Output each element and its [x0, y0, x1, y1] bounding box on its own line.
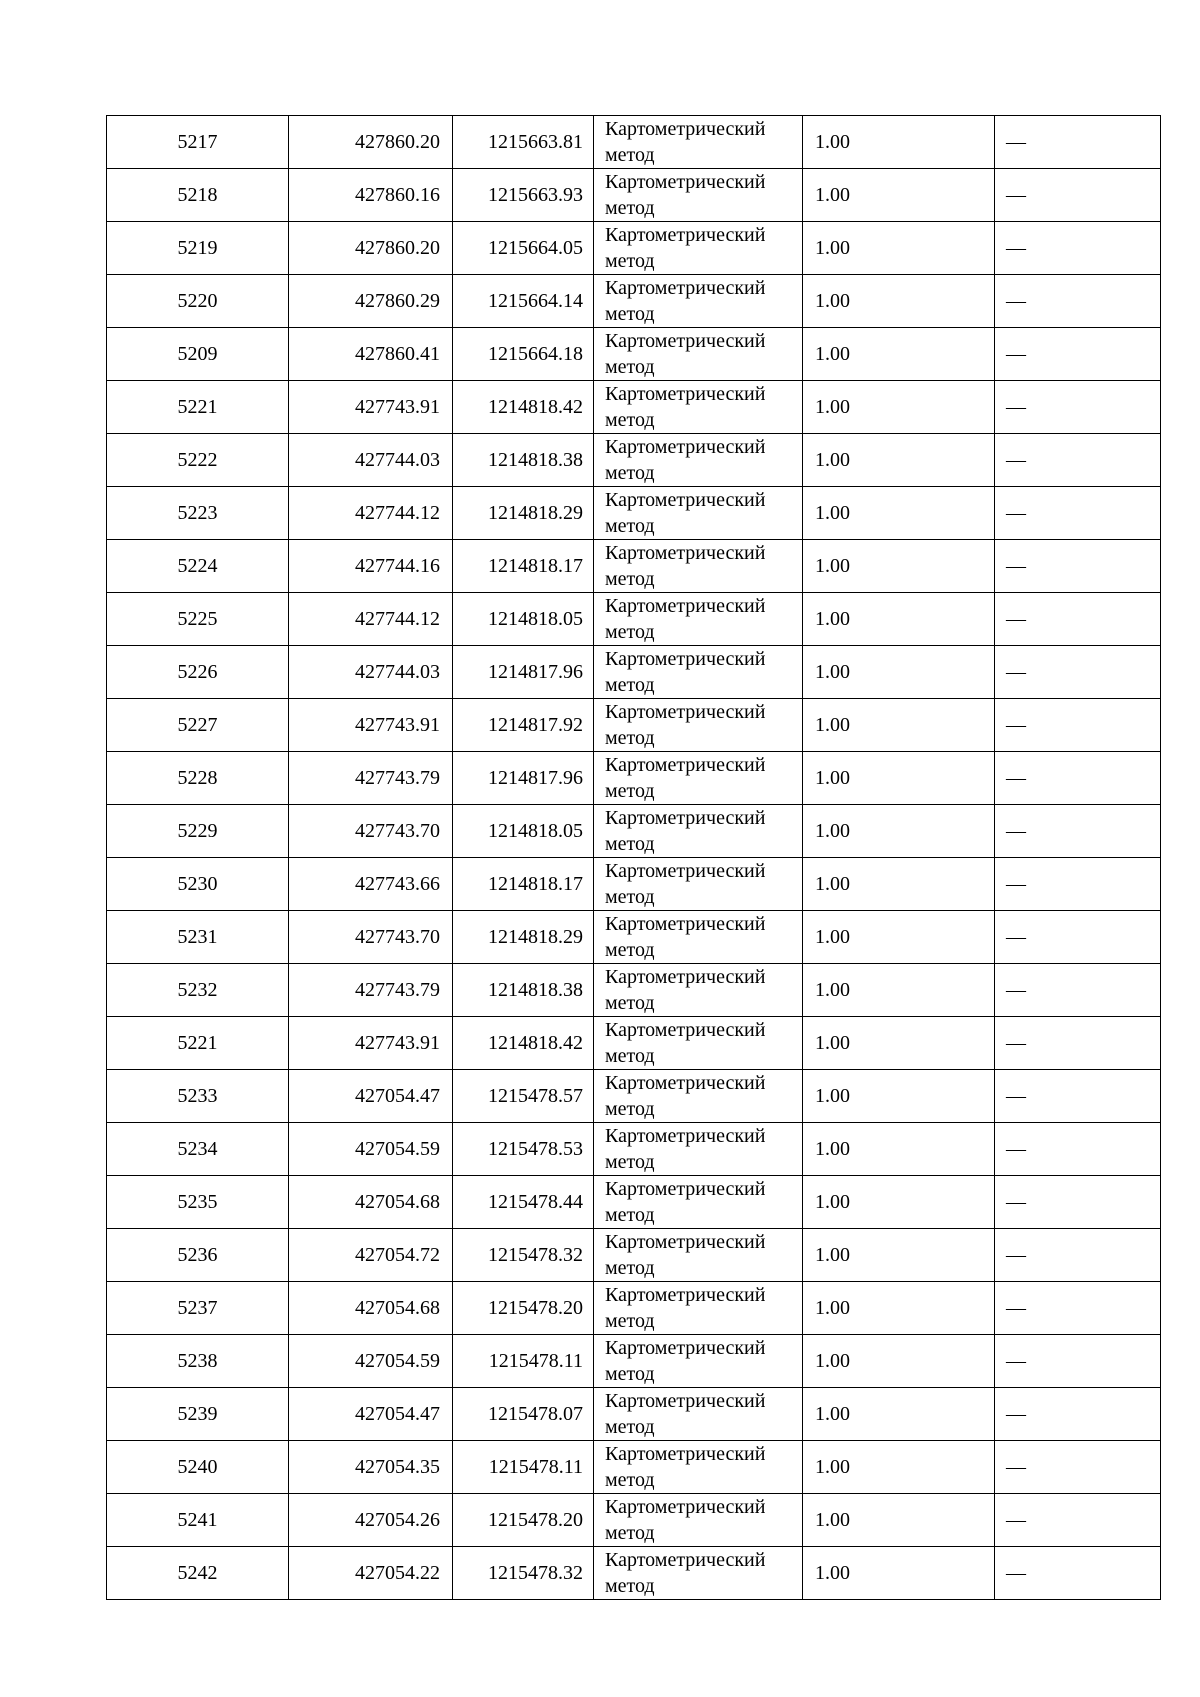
y-coordinate-cell: 1215664.05 [453, 222, 594, 275]
table-row [107, 222, 1161, 275]
accuracy-cell: 1.00 [803, 593, 995, 646]
method-cell [594, 275, 803, 328]
method-line-2: метод [605, 886, 655, 908]
y-coordinate-cell: 1214818.29 [453, 911, 594, 964]
accuracy-cell: 1.00 [803, 1229, 995, 1282]
note-cell: — [995, 1017, 1161, 1070]
method-line-2: метод [605, 1416, 655, 1438]
note-cell: — [995, 169, 1161, 222]
method-line-1: Картометрический [605, 1125, 766, 1147]
method-line-1: Картометрический [605, 701, 766, 723]
accuracy-cell: 1.00 [803, 805, 995, 858]
note-cell: — [995, 1176, 1161, 1229]
note-cell: — [995, 275, 1161, 328]
y-coordinate-cell: 1215478.57 [453, 1070, 594, 1123]
method-line-1: Картометрический [605, 277, 766, 299]
accuracy-cell: 1.00 [803, 699, 995, 752]
y-coordinate-cell: 1215478.11 [453, 1335, 594, 1388]
y-coordinate-cell: 1214817.92 [453, 699, 594, 752]
method-cell [594, 1494, 803, 1547]
method-cell [594, 487, 803, 540]
accuracy-cell: 1.00 [803, 1441, 995, 1494]
accuracy-cell: 1.00 [803, 1017, 995, 1070]
table-row [107, 646, 1161, 699]
method-line-1: Картометрический [605, 1443, 766, 1465]
accuracy-cell: 1.00 [803, 646, 995, 699]
point-number-cell: 5221 [107, 381, 289, 434]
accuracy-cell: 1.00 [803, 858, 995, 911]
method-line-2: метод [605, 515, 655, 537]
point-number-cell: 5225 [107, 593, 289, 646]
method-line-2: метод [605, 1310, 655, 1332]
point-number-cell: 5226 [107, 646, 289, 699]
method-cell [594, 169, 803, 222]
y-coordinate-cell: 1215478.20 [453, 1282, 594, 1335]
accuracy-cell: 1.00 [803, 487, 995, 540]
note-cell: — [995, 1388, 1161, 1441]
table-row [107, 328, 1161, 381]
method-line-1: Картометрический [605, 330, 766, 352]
accuracy-cell: 1.00 [803, 328, 995, 381]
method-cell [594, 1441, 803, 1494]
accuracy-cell: 1.00 [803, 169, 995, 222]
accuracy-cell: 1.00 [803, 1388, 995, 1441]
method-cell [594, 434, 803, 487]
table-row [107, 752, 1161, 805]
point-number-cell: 5232 [107, 964, 289, 1017]
method-line-1: Картометрический [605, 383, 766, 405]
method-cell [594, 1176, 803, 1229]
method-line-1: Картометрический [605, 1178, 766, 1200]
x-coordinate-cell: 427743.91 [289, 1017, 453, 1070]
table-row [107, 1229, 1161, 1282]
point-number-cell: 5227 [107, 699, 289, 752]
method-line-1: Картометрический [605, 966, 766, 988]
method-cell [594, 752, 803, 805]
method-cell [594, 1070, 803, 1123]
point-number-cell: 5241 [107, 1494, 289, 1547]
table-row [107, 1282, 1161, 1335]
point-number-cell: 5228 [107, 752, 289, 805]
y-coordinate-cell: 1215478.32 [453, 1229, 594, 1282]
y-coordinate-cell: 1214817.96 [453, 646, 594, 699]
method-line-1: Картометрический [605, 224, 766, 246]
x-coordinate-cell: 427744.16 [289, 540, 453, 593]
table-row [107, 540, 1161, 593]
method-cell [594, 858, 803, 911]
x-coordinate-cell: 427743.91 [289, 699, 453, 752]
method-cell [594, 1017, 803, 1070]
method-line-1: Картометрический [605, 1337, 766, 1359]
y-coordinate-cell: 1214818.17 [453, 540, 594, 593]
point-number-cell: 5239 [107, 1388, 289, 1441]
method-line-2: метод [605, 1257, 655, 1279]
note-cell: — [995, 858, 1161, 911]
y-coordinate-cell: 1215478.44 [453, 1176, 594, 1229]
note-cell: — [995, 434, 1161, 487]
note-cell: — [995, 646, 1161, 699]
method-line-2: метод [605, 1204, 655, 1226]
y-coordinate-cell: 1214818.17 [453, 858, 594, 911]
method-line-2: метод [605, 462, 655, 484]
accuracy-cell: 1.00 [803, 964, 995, 1017]
method-cell [594, 381, 803, 434]
x-coordinate-cell: 427054.47 [289, 1070, 453, 1123]
x-coordinate-cell: 427860.20 [289, 116, 453, 169]
method-line-1: Картометрический [605, 489, 766, 511]
note-cell: — [995, 911, 1161, 964]
method-line-1: Картометрический [605, 1231, 766, 1253]
method-cell [594, 116, 803, 169]
note-cell: — [995, 1070, 1161, 1123]
note-cell: — [995, 805, 1161, 858]
accuracy-cell: 1.00 [803, 275, 995, 328]
y-coordinate-cell: 1215478.53 [453, 1123, 594, 1176]
x-coordinate-cell: 427054.59 [289, 1123, 453, 1176]
accuracy-cell: 1.00 [803, 1547, 995, 1600]
table-row [107, 964, 1161, 1017]
table-row [107, 699, 1161, 752]
note-cell: — [995, 593, 1161, 646]
x-coordinate-cell: 427744.12 [289, 487, 453, 540]
method-cell [594, 964, 803, 1017]
note-cell: — [995, 1123, 1161, 1176]
method-line-1: Картометрический [605, 595, 766, 617]
y-coordinate-cell: 1214818.38 [453, 964, 594, 1017]
method-cell [594, 1547, 803, 1600]
point-number-cell: 5238 [107, 1335, 289, 1388]
method-line-2: метод [605, 621, 655, 643]
point-number-cell: 5233 [107, 1070, 289, 1123]
y-coordinate-cell: 1215663.81 [453, 116, 594, 169]
point-number-cell: 5220 [107, 275, 289, 328]
x-coordinate-cell: 427860.20 [289, 222, 453, 275]
method-line-2: метод [605, 303, 655, 325]
table-row [107, 1388, 1161, 1441]
y-coordinate-cell: 1215478.11 [453, 1441, 594, 1494]
method-line-1: Картометрический [605, 648, 766, 670]
method-cell [594, 328, 803, 381]
point-number-cell: 5224 [107, 540, 289, 593]
method-cell [594, 805, 803, 858]
method-cell [594, 222, 803, 275]
table-row [107, 1335, 1161, 1388]
y-coordinate-cell: 1214818.29 [453, 487, 594, 540]
table-row [107, 805, 1161, 858]
point-number-cell: 5229 [107, 805, 289, 858]
method-line-2: метод [605, 144, 655, 166]
accuracy-cell: 1.00 [803, 1176, 995, 1229]
table-row [107, 1547, 1161, 1600]
table-row [107, 169, 1161, 222]
accuracy-cell: 1.00 [803, 752, 995, 805]
table-row [107, 1441, 1161, 1494]
x-coordinate-cell: 427860.41 [289, 328, 453, 381]
method-line-2: метод [605, 727, 655, 749]
method-line-2: метод [605, 1469, 655, 1491]
table-row [107, 1070, 1161, 1123]
accuracy-cell: 1.00 [803, 1335, 995, 1388]
x-coordinate-cell: 427744.12 [289, 593, 453, 646]
note-cell: — [995, 381, 1161, 434]
method-line-1: Картометрический [605, 118, 766, 140]
method-cell [594, 1335, 803, 1388]
accuracy-cell: 1.00 [803, 434, 995, 487]
x-coordinate-cell: 427054.22 [289, 1547, 453, 1600]
point-number-cell: 5218 [107, 169, 289, 222]
method-line-1: Картометрический [605, 913, 766, 935]
x-coordinate-cell: 427054.59 [289, 1335, 453, 1388]
point-number-cell: 5222 [107, 434, 289, 487]
table-row [107, 381, 1161, 434]
method-line-2: метод [605, 992, 655, 1014]
y-coordinate-cell: 1214818.05 [453, 593, 594, 646]
method-line-1: Картометрический [605, 1496, 766, 1518]
note-cell: — [995, 752, 1161, 805]
method-line-1: Картометрический [605, 1072, 766, 1094]
y-coordinate-cell: 1214818.05 [453, 805, 594, 858]
y-coordinate-cell: 1214818.38 [453, 434, 594, 487]
method-cell [594, 593, 803, 646]
note-cell: — [995, 1282, 1161, 1335]
method-line-2: метод [605, 197, 655, 219]
point-number-cell: 5231 [107, 911, 289, 964]
point-number-cell: 5219 [107, 222, 289, 275]
method-line-2: метод [605, 1522, 655, 1544]
method-cell [594, 646, 803, 699]
method-line-2: метод [605, 1363, 655, 1385]
table-row [107, 275, 1161, 328]
coordinates-table [106, 115, 1161, 1600]
method-cell [594, 911, 803, 964]
x-coordinate-cell: 427744.03 [289, 434, 453, 487]
point-number-cell: 5240 [107, 1441, 289, 1494]
note-cell: — [995, 1494, 1161, 1547]
point-number-cell: 5209 [107, 328, 289, 381]
method-line-1: Картометрический [605, 1549, 766, 1571]
table-row [107, 593, 1161, 646]
table-row [107, 858, 1161, 911]
x-coordinate-cell: 427054.72 [289, 1229, 453, 1282]
method-cell [594, 1388, 803, 1441]
method-line-1: Картометрический [605, 1390, 766, 1412]
method-line-1: Картометрический [605, 542, 766, 564]
method-line-2: метод [605, 780, 655, 802]
coordinates-table-body [107, 116, 1161, 1600]
table-row [107, 434, 1161, 487]
point-number-cell: 5235 [107, 1176, 289, 1229]
point-number-cell: 5236 [107, 1229, 289, 1282]
note-cell: — [995, 222, 1161, 275]
table-row [107, 1494, 1161, 1547]
point-number-cell: 5230 [107, 858, 289, 911]
x-coordinate-cell: 427743.91 [289, 381, 453, 434]
accuracy-cell: 1.00 [803, 540, 995, 593]
accuracy-cell: 1.00 [803, 116, 995, 169]
method-line-1: Картометрический [605, 436, 766, 458]
x-coordinate-cell: 427743.70 [289, 805, 453, 858]
note-cell: — [995, 328, 1161, 381]
table-row [107, 1123, 1161, 1176]
x-coordinate-cell: 427860.29 [289, 275, 453, 328]
method-line-2: метод [605, 1045, 655, 1067]
note-cell: — [995, 964, 1161, 1017]
method-line-1: Картометрический [605, 171, 766, 193]
method-line-2: метод [605, 833, 655, 855]
y-coordinate-cell: 1215478.20 [453, 1494, 594, 1547]
accuracy-cell: 1.00 [803, 1070, 995, 1123]
table-row [107, 116, 1161, 169]
accuracy-cell: 1.00 [803, 911, 995, 964]
y-coordinate-cell: 1215478.32 [453, 1547, 594, 1600]
note-cell: — [995, 1229, 1161, 1282]
y-coordinate-cell: 1214818.42 [453, 381, 594, 434]
method-line-2: метод [605, 409, 655, 431]
method-line-1: Картометрический [605, 1019, 766, 1041]
method-line-1: Картометрический [605, 860, 766, 882]
note-cell: — [995, 1547, 1161, 1600]
x-coordinate-cell: 427743.70 [289, 911, 453, 964]
x-coordinate-cell: 427054.68 [289, 1176, 453, 1229]
method-cell [594, 1229, 803, 1282]
method-line-2: метод [605, 568, 655, 590]
method-line-1: Картометрический [605, 1284, 766, 1306]
x-coordinate-cell: 427743.79 [289, 752, 453, 805]
x-coordinate-cell: 427743.66 [289, 858, 453, 911]
note-cell: — [995, 487, 1161, 540]
note-cell: — [995, 1335, 1161, 1388]
accuracy-cell: 1.00 [803, 1123, 995, 1176]
method-line-2: метод [605, 1151, 655, 1173]
point-number-cell: 5234 [107, 1123, 289, 1176]
x-coordinate-cell: 427054.35 [289, 1441, 453, 1494]
note-cell: — [995, 699, 1161, 752]
point-number-cell: 5223 [107, 487, 289, 540]
table-row [107, 1176, 1161, 1229]
accuracy-cell: 1.00 [803, 1494, 995, 1547]
x-coordinate-cell: 427744.03 [289, 646, 453, 699]
method-line-2: метод [605, 939, 655, 961]
method-line-1: Картометрический [605, 754, 766, 776]
point-number-cell: 5221 [107, 1017, 289, 1070]
method-line-2: метод [605, 356, 655, 378]
method-cell [594, 1123, 803, 1176]
method-line-1: Картометрический [605, 807, 766, 829]
x-coordinate-cell: 427054.68 [289, 1282, 453, 1335]
method-line-2: метод [605, 1098, 655, 1120]
table-row [107, 487, 1161, 540]
method-cell [594, 1282, 803, 1335]
method-line-2: метод [605, 674, 655, 696]
point-number-cell: 5242 [107, 1547, 289, 1600]
x-coordinate-cell: 427054.26 [289, 1494, 453, 1547]
y-coordinate-cell: 1215664.14 [453, 275, 594, 328]
point-number-cell: 5237 [107, 1282, 289, 1335]
note-cell: — [995, 540, 1161, 593]
table-row [107, 911, 1161, 964]
x-coordinate-cell: 427860.16 [289, 169, 453, 222]
accuracy-cell: 1.00 [803, 1282, 995, 1335]
y-coordinate-cell: 1215663.93 [453, 169, 594, 222]
y-coordinate-cell: 1214818.42 [453, 1017, 594, 1070]
accuracy-cell: 1.00 [803, 222, 995, 275]
accuracy-cell: 1.00 [803, 381, 995, 434]
y-coordinate-cell: 1215478.07 [453, 1388, 594, 1441]
method-cell [594, 699, 803, 752]
method-line-2: метод [605, 1575, 655, 1597]
x-coordinate-cell: 427743.79 [289, 964, 453, 1017]
note-cell: — [995, 1441, 1161, 1494]
y-coordinate-cell: 1215664.18 [453, 328, 594, 381]
y-coordinate-cell: 1214817.96 [453, 752, 594, 805]
note-cell: — [995, 116, 1161, 169]
x-coordinate-cell: 427054.47 [289, 1388, 453, 1441]
table-row [107, 1017, 1161, 1070]
method-line-2: метод [605, 250, 655, 272]
method-cell [594, 540, 803, 593]
point-number-cell: 5217 [107, 116, 289, 169]
